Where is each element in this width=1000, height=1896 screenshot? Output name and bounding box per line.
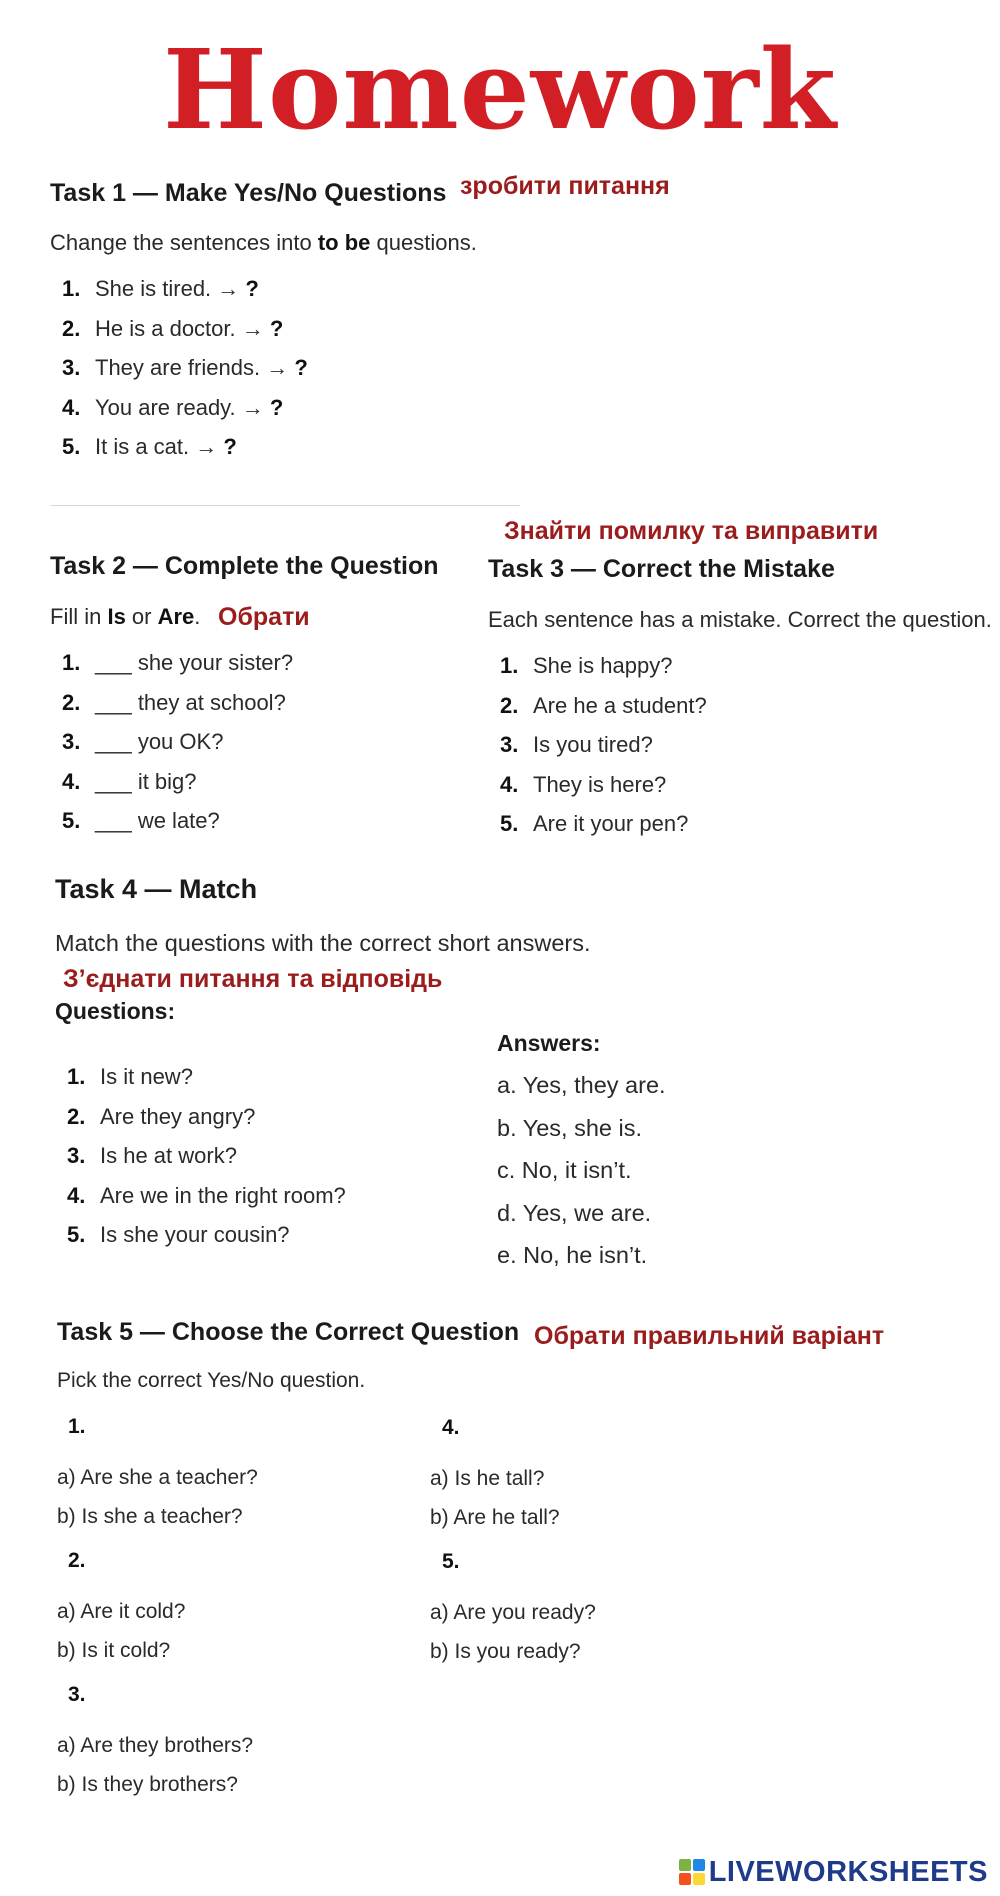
list-item: e. No, he isn’t. — [497, 1242, 648, 1268]
answers-label: Answers: — [497, 1030, 601, 1056]
task2-list — [50, 643, 293, 841]
list-item: 3. ___ you OK? — [62, 729, 224, 754]
task5-item-number: 3. — [68, 1683, 86, 1706]
task3-heading: Task 3 — Correct the Mistake — [488, 555, 835, 583]
task1-instruction: Change the sentences into to be questions. — [50, 230, 477, 255]
list-item: 2. He is a doctor. → ? — [62, 315, 284, 341]
list-item: 3. Is you tired? — [500, 732, 653, 757]
list-item: 1. She is happy? — [500, 653, 673, 678]
task5-item-number: 4. — [442, 1416, 460, 1439]
list-item: 5. It is a cat. → ? — [62, 434, 237, 459]
task5-option: b) Are he tall? — [430, 1506, 560, 1529]
task5-option: a) Is he tall? — [430, 1467, 545, 1490]
list-item: a. Yes, they are. — [497, 1072, 666, 1098]
section-divider — [50, 505, 520, 506]
task5-option: b) Is you ready? — [430, 1640, 581, 1663]
list-item: 5. ___ we late? — [62, 808, 220, 833]
task4-answers-list — [497, 1064, 666, 1277]
task3-instruction: Each sentence has a mistake. Correct the question. — [488, 607, 992, 632]
questions-label: Questions: — [55, 998, 176, 1024]
list-item: b. Yes, she is. — [497, 1114, 643, 1141]
task2-ua-note: Обрати — [218, 603, 310, 631]
list-item: 4. You are ready. → ? — [62, 394, 284, 420]
task4-heading: Task 4 — Match — [55, 874, 258, 904]
task5-item-number: 5. — [442, 1550, 460, 1573]
task3-list — [488, 646, 707, 844]
list-item: 4. ___ it big? — [62, 768, 197, 794]
task5-option: a) Are it cold? — [57, 1600, 186, 1623]
task4-questions-list — [55, 1057, 346, 1255]
list-item: 4. They is here? — [500, 771, 667, 797]
list-item: 2. Are he a student? — [500, 692, 707, 718]
list-item: 1. ___ she your sister? — [62, 650, 294, 675]
task5-item-number: 1. — [68, 1415, 86, 1438]
task5-option: a) Are they brothers? — [57, 1734, 254, 1757]
list-item: 1. She is tired. → ? — [62, 276, 259, 301]
task1-list — [50, 269, 308, 467]
task5-option: b) Is they brothers? — [57, 1773, 238, 1796]
task5-heading: Task 5 — Choose the Correct Question — [57, 1318, 520, 1346]
list-item: 1. Is it new? — [67, 1064, 193, 1089]
list-item: 3. Is he at work? — [67, 1143, 237, 1168]
list-item: 3. They are friends. → ? — [62, 355, 308, 380]
logo-square — [693, 1873, 705, 1885]
task2-heading: Task 2 — Complete the Question — [50, 552, 439, 580]
task4-ua-note: З’єднати питання та відповідь — [63, 965, 443, 993]
list-item: c. No, it isn’t. — [497, 1157, 632, 1183]
list-item: 2. Are they angry? — [67, 1103, 256, 1129]
task5-option: b) Is she a teacher? — [57, 1505, 243, 1528]
task1-ua-note: зробити питання — [460, 172, 670, 200]
list-item: 5. Are it your pen? — [500, 811, 689, 836]
task2-instruction: Fill in Is or Are. — [50, 604, 201, 629]
list-item: 2. ___ they at school? — [62, 689, 286, 715]
list-item: 5. Is she your cousin? — [67, 1222, 290, 1247]
task5-option: a) Are she a teacher? — [57, 1466, 258, 1489]
liveworksheets-logo — [679, 1857, 988, 1887]
page-title: Homework — [163, 25, 837, 154]
logo-square — [679, 1873, 691, 1885]
task5-ua-note: Обрати правильний варіант — [534, 1322, 885, 1350]
logo-square — [679, 1859, 691, 1871]
task4-instruction: Match the questions with the correct short answers. — [55, 930, 591, 956]
task5-option: a) Are you ready? — [430, 1601, 596, 1624]
task1-heading: Task 1 — Make Yes/No Questions — [50, 179, 447, 207]
task5-instruction: Pick the correct Yes/No question. — [57, 1369, 366, 1392]
task3-ua-note: Знайти помилку та виправити — [504, 517, 879, 545]
task5-option: b) Is it cold? — [57, 1639, 171, 1662]
liveworksheets-logo-icon — [679, 1859, 705, 1885]
list-item: 4. Are we in the right room? — [67, 1182, 346, 1208]
task5-item-number: 2. — [68, 1549, 86, 1572]
logo-text: LIVEWORKSHEETS — [708, 1856, 988, 1888]
logo-square — [693, 1859, 705, 1871]
list-item: d. Yes, we are. — [497, 1199, 652, 1226]
